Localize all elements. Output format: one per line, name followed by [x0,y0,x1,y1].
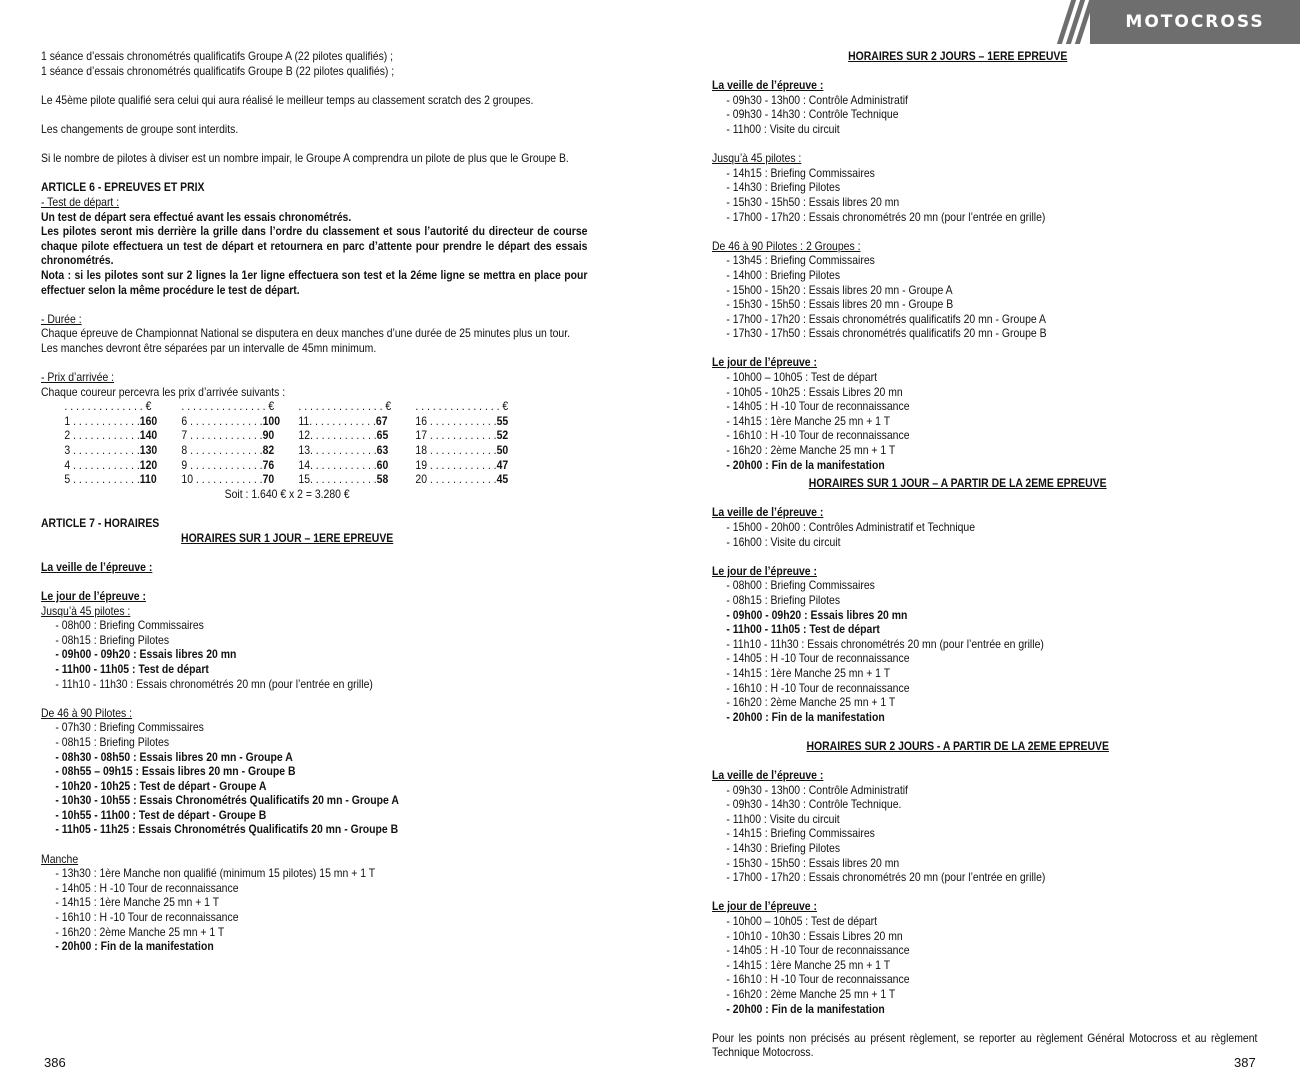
prize-rank: 18 . . . . . . . . . . . . [415,444,497,458]
manche-label: Manche [41,852,79,866]
s1-veille-list [712,94,1257,138]
schedule-item: - 11h10 - 11h30 : Essais chronométrés 20 mn (pour l’entrée en grille) [55,677,373,691]
schedule-item: - 10h20 - 10h25 : Test de départ - Groupe A [55,779,267,793]
schedule-item: - 17h30 - 17h50 : Essais chronométrés qualificatifs 20 mn - Groupe B [726,327,1047,341]
prize-cell [415,444,532,459]
prix-intro: Chaque coureur percevra les prix d’arrivée suivants : [41,385,286,399]
prize-rank: 3 . . . . . . . . . . . . [64,444,140,458]
schedule-item: - 10h00 – 10h05 : Test de départ [726,371,878,385]
schedule-item: - 14h05 : H -10 Tour de reconnaissance [726,652,910,666]
prize-rank: 9 . . . . . . . . . . . . . [181,458,263,472]
schedule-item: - 17h00 - 17h20 : Essais chronométrés qualificatifs 20 mn - Groupe A [726,312,1046,326]
schedule-item: - 14h15 : 1ère Manche 25 mn + 1 T [726,666,891,680]
schedule-item: - 09h30 - 14h30 : Contrôle Technique [726,108,899,122]
prize-cell [298,473,415,488]
prize-amount: 140 [139,429,158,443]
prize-rank: 6 . . . . . . . . . . . . . [181,414,263,428]
schedule-item: - 11h00 - 11h05 : Test de départ [726,623,880,637]
j45-label: Jusqu’à 45 pilotes : [41,604,131,618]
schedule-item: - 15h30 - 15h50 : Essais libres 20 mn - Groupe B [726,298,954,312]
schedule-item: - 14h15 : 1ère Manche 25 mn + 1 T [726,414,891,428]
schedule-item: - 14h30 : Briefing Pilotes [726,181,841,195]
schedule-item: - 14h15 : Briefing Commissaires [726,827,875,841]
schedule-item: - 09h30 - 13h00 : Contrôle Administratif [726,783,908,797]
page-number-right: 387 [1234,1055,1256,1070]
schedule-item: - 09h30 - 14h30 : Contrôle Technique. [726,798,902,812]
s3-veille-list [712,784,1257,886]
qual-a: 1 séance d’essais chronométrés qualificatifs Groupe A (22 pilotes qualifiés) ; [41,50,394,63]
paragraph-odd: Si le nombre de pilotes à diviser est un nombre impair, le Groupe A comprendra un pilote de plus que le Groupe B. [41,152,569,166]
prize-rank: 13. . . . . . . . . . . . [298,444,377,458]
prize-cell [181,459,298,474]
schedule-item: - 14h05 : H -10 Tour de reconnaissance [726,400,910,414]
prize-cell [64,444,181,459]
prize-amount: 65 [376,429,389,443]
prize-amount: 50 [496,444,509,458]
s2-jour-list [712,579,1257,725]
prize-cell [181,473,298,488]
prize-rank: 7 . . . . . . . . . . . . . [181,429,263,443]
page-number-left: 386 [44,1055,66,1070]
s1-j45-label: Jusqu’à 45 pilotes : [712,152,802,166]
prize-rank: 17 . . . . . . . . . . . . [415,429,497,443]
schedule-item: - 11h00 : Visite du circuit [726,122,840,136]
schedule-item: - 11h10 - 11h30 : Essais chronométrés 20 mn (pour l’entrée en grille) [726,637,1044,651]
prize-amount: 60 [376,458,389,472]
schedule-item: - 14h15 : Briefing Commissaires [726,166,875,180]
prize-amount: 82 [262,444,275,458]
schedule-item: - 10h00 – 10h05 : Test de départ [726,915,878,929]
prize-amount: 67 [375,414,388,428]
schedule-item: - 14h05 : H -10 Tour de reconnaissance [55,881,239,895]
prize-amount: 45 [496,473,509,487]
schedule-item: - 20h00 : Fin de la manifestation [726,710,885,724]
schedule-item: - 14h05 : H -10 Tour de reconnaissance [726,944,910,958]
prize-header: . . . . . . . . . . . . . . . € [181,400,275,414]
schedule-item: - 15h00 - 20h00 : Contrôles Administratif et Technique [726,521,976,534]
schedule-item: - 13h45 : Briefing Commissaires [726,254,875,268]
schedule-item: - 10h05 - 10h25 : Essais Libres 20 mn [726,385,903,399]
d46-label: De 46 à 90 Pilotes : [41,706,133,720]
schedule-item: - 17h00 - 17h20 : Essais chronométrés 20 mn (pour l’entrée en grille) [726,871,1046,885]
prize-cell [64,473,181,488]
schedule-item: - 16h20 : 2ème Manche 25 mn + 1 T [726,444,896,458]
prize-rank: 19 . . . . . . . . . . . . [415,458,497,472]
s3-veille-label: La veille de l’épreuve : [712,769,824,783]
schedule-item: - 08h15 : Briefing Pilotes [726,593,841,607]
prize-rank: 2 . . . . . . . . . . . . [64,429,140,443]
prize-rank: 15. . . . . . . . . . . . [298,473,377,487]
schedule-item: - 20h00 : Fin de la manifestation [726,1002,885,1016]
s1-jour-list [712,371,1257,473]
s2-veille-list [712,521,1257,550]
section-title-1jour-1ere: HORAIRES SUR 1 JOUR – 1ERE EPREUVE [181,531,394,545]
s2-veille-label: La veille de l’épreuve : [712,506,824,520]
schedule-item: - 10h55 - 11h00 : Test de départ - Groupe B [55,808,267,822]
paragraph-group-change: Les changements de groupe sont interdits. [41,122,239,136]
right-page [712,0,1258,1092]
prize-rank: 10 . . . . . . . . . . . . [181,473,263,487]
prize-cell [415,429,532,444]
schedule-item: - 17h00 - 17h20 : Essais chronométrés 20 mn (pour l’entrée en grille) [726,210,1046,224]
schedule-item: - 16h20 : 2ème Manche 25 mn + 1 T [726,696,896,710]
schedule-item: - 08h00 : Briefing Commissaires [726,579,875,593]
prize-amount: 70 [262,473,275,487]
schedule-item: - 08h15 : Briefing Pilotes [55,633,170,647]
prize-header: . . . . . . . . . . . . . . . € [298,400,392,414]
prize-amount: 63 [376,444,389,458]
prize-rank: 16 . . . . . . . . . . . . [415,414,497,428]
prize-amount: 55 [496,414,509,428]
prize-cell [415,473,532,488]
schedule-item: - 15h00 - 15h20 : Essais libres 20 mn - Groupe A [726,283,953,297]
prize-total: Soit : 1.640 € x 2 = 3.280 € [224,487,350,501]
prize-cell [64,415,181,430]
right-column [712,50,1257,1061]
schedule-item: - 16h20 : 2ème Manche 25 mn + 1 T [726,988,896,1001]
schedule-item: - 09h00 - 09h20 : Essais libres 20 mn [726,608,908,622]
schedule-item: - 16h10 : H -10 Tour de reconnaissance [726,681,910,695]
prize-amount: 58 [376,473,389,487]
qual-b: 1 séance d’essais chronométrés qualificatifs Groupe B (22 pilotes qualifiés) ; [41,64,395,78]
duree-label: - Durée : [41,312,82,326]
schedule-item: - 08h55 – 09h15 : Essais libres 20 mn - Groupe B [55,765,296,779]
d46-list [41,721,587,838]
schedule-item: - 08h15 : Briefing Pilotes [55,735,170,749]
prize-amount: 120 [139,458,158,472]
prize-rank: 14. . . . . . . . . . . . [298,458,377,472]
prize-rank: 20 . . . . . . . . . . . . [415,473,497,487]
prize-rank: 8 . . . . . . . . . . . . . [181,444,263,458]
prize-cell [298,429,415,444]
article-6-title: ARTICLE 6 - EPREUVES ET PRIX [41,181,205,195]
prize-amount: 76 [262,458,275,472]
duree-text: Chaque épreuve de Championnat National se disputera en deux manches d’une durée de 25 minutes plus un tour. Les manches devront être séparées par un intervalle de 45mn minimum. [41,327,571,355]
s1-j45-list [712,167,1257,225]
s1-jour-label: Le jour de l’épreuve : [712,356,817,370]
paragraph-45th: Le 45ème pilote qualifié sera celui qui aura réalisé le meilleur temps au classement scratch des 2 groupes. [41,93,534,107]
prize-rank: 11. . . . . . . . . . . . [298,414,376,428]
veille-label: La veille de l’épreuve : [41,560,153,574]
schedule-item: - 16h10 : H -10 Tour de reconnaissance [55,911,239,925]
schedule-item: - 07h30 : Briefing Commissaires [55,721,204,735]
prix-label: - Prix d’arrivée : [41,371,115,385]
left-column [41,50,587,955]
schedule-item: - 08h30 - 08h50 : Essais libres 20 mn - Groupe A [55,750,293,764]
schedule-item: - 10h10 - 10h30 : Essais Libres 20 mn [726,929,903,943]
schedule-item: - 20h00 : Fin de la manifestation [726,458,885,472]
schedule-item: - 11h00 - 11h05 : Test de départ [55,662,209,676]
prize-cell [181,415,298,430]
schedule-item: - 15h30 - 15h50 : Essais libres 20 mn [726,195,900,209]
prize-rank: 4 . . . . . . . . . . . . [64,458,140,472]
schedule-item: - 14h15 : 1ère Manche 25 mn + 1 T [726,958,891,972]
section-title-1jour-2eme: HORAIRES SUR 1 JOUR – A PARTIR DE LA 2EME EPREUVE [808,477,1107,491]
manche-list [41,867,587,955]
test-text: Un test de départ sera effectué avant les essais chronométrés. Les pilotes seront mis derrière la grille dans l’ordre du classement et sous l’autorité du directeur de course chaque pilote effectuera un test de départ et retournera en parc d’attente pour prendre le départ des essais chronométrés. Nota : si les pilotes sont sur 2 lignes la 1er ligne effectuera son test et la 2éme ligne se mettra en place pour effectuer selon la même procédure le test de départ. [41,210,588,297]
schedule-item: - 16h00 : Visite du circuit [726,535,841,549]
prize-cell [415,459,532,474]
s1-d46-label: De 46 à 90 Pilotes : 2 Groupes : [712,239,861,253]
prize-cell [64,429,181,444]
s2-jour-label: Le jour de l’épreuve : [712,564,817,578]
schedule-item: - 08h00 : Briefing Commissaires [55,619,204,633]
prize-amount: 160 [139,414,158,428]
prize-amount: 110 [139,473,157,487]
section-title-2jours-1ere: HORAIRES SUR 2 JOURS – 1ERE EPREUVE [848,50,1068,63]
j45-list [41,619,587,692]
prize-cell [298,415,415,430]
test-label: - Test de départ : [41,195,120,209]
prize-table [64,400,587,488]
prize-header: . . . . . . . . . . . . . . € [64,400,152,414]
schedule-item: - 16h10 : H -10 Tour de reconnaissance [726,429,910,443]
prize-amount: 100 [262,414,280,428]
prize-cell [181,444,298,459]
prize-cell [64,459,181,474]
prize-rank: 12. . . . . . . . . . . . [298,429,377,443]
prize-header: . . . . . . . . . . . . . . . € [415,400,509,414]
left-page [41,0,588,1092]
schedule-item: - 11h00 : Visite du circuit [726,812,840,826]
schedule-item: - 14h30 : Briefing Pilotes [726,842,841,856]
banner-title: MOTOCROSS [1125,12,1265,32]
prize-cell [298,444,415,459]
schedule-item: - 09h00 - 09h20 : Essais libres 20 mn [55,648,237,662]
s3-jour-list [712,915,1257,1017]
schedule-item: - 15h30 - 15h50 : Essais libres 20 mn [726,856,900,870]
prize-rank: 5 . . . . . . . . . . . . [64,473,140,487]
jour-label: Le jour de l’épreuve : [41,589,146,603]
schedule-item: - 16h20 : 2ème Manche 25 mn + 1 T [55,925,225,939]
prize-amount: 90 [262,429,275,443]
s3-jour-label: Le jour de l’épreuve : [712,900,817,914]
prize-cell [298,459,415,474]
prize-rank: 1 . . . . . . . . . . . . [64,414,140,428]
schedule-item: - 10h30 - 10h55 : Essais Chronométrés Qualificatifs 20 mn - Groupe A [55,794,399,808]
schedule-item: - 14h15 : 1ère Manche 25 mn + 1 T [55,896,220,910]
prize-cell [415,415,532,430]
schedule-item: - 13h30 : 1ère Manche non qualifié (minimum 15 pilotes) 15 mn + 1 T [55,867,376,881]
section-title-2jours-2eme: HORAIRES SUR 2 JOURS - A PARTIR DE LA 2EME EPREUVE [806,739,1109,753]
schedule-item: - 14h00 : Briefing Pilotes [726,268,841,282]
footer-note: Pour les points non précisés au présent règlement, se reporter au règlement Général Motocross et au règlement Technique Motocross. [712,1031,1258,1060]
schedule-item: - 20h00 : Fin de la manifestation [55,940,214,954]
schedule-item: - 16h10 : H -10 Tour de reconnaissance [726,973,910,987]
prize-amount: 130 [139,444,158,458]
s1-veille-label: La veille de l’épreuve : [712,79,824,93]
schedule-item: - 09h30 - 13h00 : Contrôle Administratif [726,93,908,107]
s1-d46-list [712,254,1257,342]
schedule-item: - 11h05 - 11h25 : Essais Chronométrés Qualificatifs 20 mn - Groupe B [55,823,399,837]
article-7-title: ARTICLE 7 - HORAIRES [41,517,160,530]
prize-amount: 47 [496,458,509,472]
prize-cell [181,429,298,444]
prize-amount: 52 [496,429,509,443]
